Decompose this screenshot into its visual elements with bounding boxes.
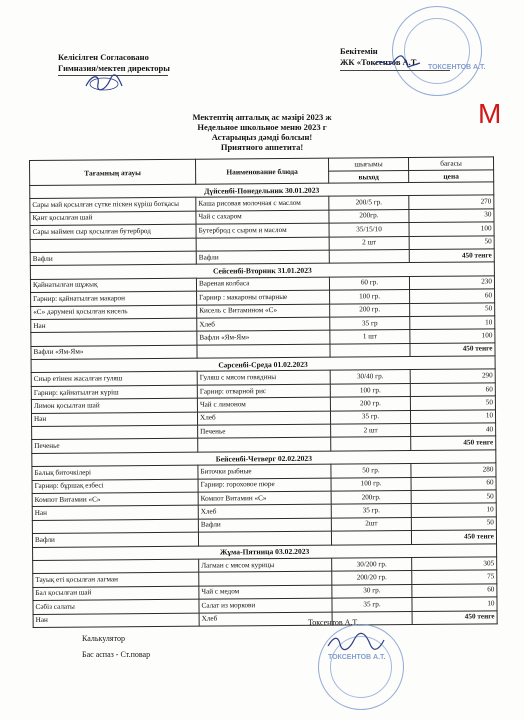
approval-stamp-inner-ring [404,18,470,84]
weekly-menu-table [29,156,498,628]
dish-name-kz [32,519,198,534]
portion-output: 30/40 гр. [330,370,410,384]
dish-price: 50 [410,302,495,316]
dish-name-kz: Тауық еті қосылған лагман [33,573,199,588]
dish-price: 60 [410,383,495,397]
dish-price: 290 [410,369,495,383]
day-total-price: 450 тенге [412,610,497,624]
portion-output [329,249,409,263]
column-header-price-ru: цена [409,169,494,182]
dish-name-ru: Чай с лимоном [197,397,330,411]
portion-output: 200гр. [331,490,411,504]
signer-signature-scribble [326,632,386,654]
day-label: Сейсенбі-Вторник 31.01.2023 [30,262,494,279]
portion-output: 2 шт [329,236,409,250]
dish-name-ru: Кисель с Витамином «С» [197,304,330,318]
day-total-price: 450 тенге [411,530,496,544]
dish-name-ru [197,344,330,358]
signer-name: Токсентов А.Т. [308,618,359,627]
dish-name-kz: Сиыр етінен жасалған гуляш [31,372,197,387]
dish-name-ru: Каша рисовая молочная с маслом [196,197,329,211]
dish-price: 60 [410,289,495,303]
title-line-2: Недельное школьное меню 2023 г [197,122,327,132]
portion-output [330,343,410,357]
dish-name-ru: Лагман с мясом курицы [199,558,332,572]
day-total-price: 450 тенге [409,249,494,263]
portion-output: 35 гр. [331,504,411,518]
day-label: Жұма-Пятница 03.02.2023 [33,543,497,560]
dish-name-kz: Компот Витамин «С» [32,492,198,507]
portion-output: 200 гр. [330,303,410,317]
calculator-label: Калькулятор [82,634,125,643]
dish-price: 40 [411,423,496,437]
approval-right-subtitle: ЖК «Токсентов А.Т. [340,57,418,67]
dish-name-kz: Қайнатылған шұжық [30,278,196,293]
dish-name-ru [196,237,329,251]
dish-price: 60 [412,584,497,598]
approval-left-subtitle: Гимназия/мектеп директоры [58,63,170,73]
column-header-name-kz: Тағамның атауы [30,159,196,185]
portion-output: 2 шт [331,424,411,438]
dish-price: 10 [412,597,497,611]
portion-output: 35 гр. [332,598,412,612]
dish-name-ru: Бутерброд с сыром и маслом [196,223,329,237]
portion-output: 200гр. [329,209,409,223]
dish-price: 100 [410,329,495,343]
day-label: Дүйсенбі-Понедельник 30.01.2023 [30,182,494,199]
dish-name-kz: Лимон қосылған шай [31,398,197,413]
dish-price: 60 [411,476,496,490]
dish-name-kz: Қант қосылған шай [30,211,196,226]
dish-name-kz [31,331,197,346]
dish-name-ru: Вафли [198,518,331,532]
dish-price: 100 [409,222,494,236]
dish-name-kz: Вафли [32,532,198,547]
dish-name-kz: Вафли «Ям-Ям» [31,345,197,360]
table-row [33,610,497,627]
director-signature-scribble [84,72,124,94]
day-label: Сәрсенбі-Среда 01.02.2023 [31,356,495,373]
dish-name-ru: Чай с сахаром [196,210,329,224]
dish-name-ru: Гарнир: гороховое пюре [198,478,331,492]
column-header-price-kz: бағасы [408,157,493,170]
approval-right-title: Бекітемін [340,46,378,56]
dish-name-ru: Хлеб [199,612,332,626]
dish-price: 50 [411,517,496,531]
dish-name-kz: Сары май қосылған сүтке піскен күріш ботқасы [30,198,196,213]
portion-output: 60 гр. [329,276,409,290]
portion-output: 30/200 гр. [332,557,412,571]
day-total-price: 450 тенге [411,436,496,450]
dish-price: 75 [412,570,497,584]
bottom-stamp-text: ТОКСЕНТОВ А.Т. [328,654,386,661]
portion-output: 50 гр. [331,464,411,478]
head-cook-label: Бас аспаз - Ст.повар [82,650,151,659]
dish-name-ru: Хлеб [197,317,330,331]
dish-name-ru [198,438,331,452]
dish-price: 10 [410,409,495,423]
dish-name-kz [30,238,196,253]
portion-output: 200/5 гр. [329,196,409,210]
dish-name-kz: Гарнир: қайнатылған макарон [31,291,197,306]
dish-name-kz: Балық биточкілері [32,465,198,480]
portion-output: 1 шт [330,330,410,344]
dish-name-ru: Гарнир : макароны отварные [197,290,330,304]
portion-output: 2шт [331,517,411,531]
dish-name-ru: Хлеб [198,505,331,519]
approval-stamp-text: ТОКСЕНТОВ А.Т. [428,64,486,71]
dish-name-kz [32,425,198,440]
dish-price: 30 [409,209,494,223]
portion-output: 200/20 гр. [332,571,412,585]
dish-price: 50 [409,235,494,249]
portion-output: 200 гр. [330,397,410,411]
portion-output: 100 гр. [331,477,411,491]
dish-name-kz: Бал қосылған шай [33,586,199,601]
dish-name-kz: Сәбіз салаты [33,599,199,614]
dish-name-kz: «С» дәрумені қосылған кисель [31,305,197,320]
dish-name-ru: Чай с медом [199,585,332,599]
portion-output: 100 гр. [330,290,410,304]
dish-name-ru: Вафли «Ям-Ям» [197,330,330,344]
title-line-3: Астарыңыз дәмді болсын! [211,132,313,142]
dish-price: 10 [410,316,495,330]
dish-price: 270 [409,195,494,209]
dish-price: 280 [411,463,496,477]
dish-name-kz: Гарнир: бұршақ езбесі [32,479,198,494]
approver-signature-scribble [372,55,422,73]
dish-name-kz: Вафли [30,251,196,266]
title-line-4: Приятного аппетита! [220,142,304,152]
portion-output: 35/15/10 [329,223,409,237]
margin-mark: М [478,98,502,129]
dish-name-ru: Вареная колбаса [196,277,329,291]
dish-name-ru: Биточки рыбные [198,464,331,478]
dish-name-ru: Вафли [196,250,329,264]
dish-price: 305 [412,557,497,571]
dish-name-kz [33,559,199,574]
portion-output [331,437,411,451]
dish-name-ru: Гуляш с мясом говядины [197,371,330,385]
portion-output: 30 гр. [332,584,412,598]
portion-output: 35 гр. [330,410,410,424]
day-label: Бейсенбі-Четверг 02.02.2023 [32,450,496,467]
dish-name-kz: Сары маймен сыр қосылған бутерброд [30,224,196,239]
dish-name-ru [198,531,331,545]
portion-output [331,531,411,545]
dish-name-kz: Нан [31,412,197,427]
dish-name-kz: Нан [33,613,199,628]
dish-name-kz: Гарнир: қайнатылған күріш [31,385,197,400]
column-header-output-kz: шығымы [328,158,408,171]
column-header-output-ru: выход [329,170,409,183]
day-total-price: 450 тенге [410,343,495,357]
dish-price: 50 [410,396,495,410]
portion-output: 100 гр. [330,383,410,397]
dish-name-ru: Гарнир: отварной рис [197,384,330,398]
dish-name-ru [199,571,332,585]
column-header-name-ru: Наименование блюда [195,158,328,184]
approval-left-title: Келісілген Согласовано [58,52,149,62]
dish-name-ru: Салат из моркови [199,598,332,612]
dish-name-ru: Компот Витамин «С» [198,491,331,505]
dish-price: 230 [409,276,494,290]
portion-output: 35 гр [330,316,410,330]
dish-price: 50 [411,490,496,504]
dish-name-kz: Печенье [32,439,198,454]
dish-name-kz: Нан [31,318,197,333]
dish-name-kz: Нан [32,506,198,521]
dish-name-ru: Печенье [198,424,331,438]
title-line-1: Мектептің апталық ас мәзірі 2023 ж [192,112,332,122]
dish-price: 10 [411,503,496,517]
dish-name-ru: Хлеб [197,411,330,425]
